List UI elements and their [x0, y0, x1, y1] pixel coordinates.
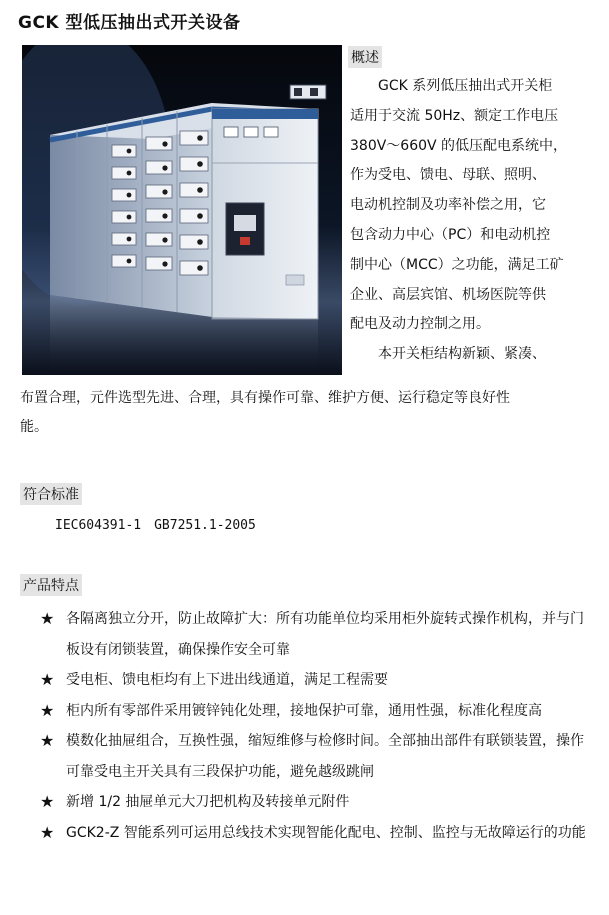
features-list	[40, 604, 590, 848]
star-icon: ★	[40, 731, 55, 750]
overview-line: 本开关柜结构新颖、紧凑、	[350, 346, 546, 363]
star-icon: ★	[40, 822, 55, 842]
feature-text: 新增 1/2 抽屉单元大刀把机构及转接单元附件	[66, 794, 350, 810]
overview-line: 电动机控制及功率补偿之用，它	[350, 197, 546, 214]
overview-line: 制中心（MCC）之功能，满足工矿	[350, 256, 564, 273]
overview-line: 布置合理，元件选型先进、合理，具有操作可靠、维护方便、运行稳定等良好性	[20, 390, 510, 406]
list-item	[40, 818, 590, 849]
overview-line: 作为受电、馈电、母联、照明、	[350, 167, 546, 184]
list-item	[40, 787, 590, 818]
standards-label: 符合标准	[20, 483, 82, 505]
list-item	[40, 604, 590, 665]
overview-line: 企业、高层宾馆、机场医院等供	[350, 286, 546, 303]
feature-text: 受电柜、馈电柜均有上下进出线通道，满足工程需要	[66, 672, 388, 688]
star-icon: ★	[40, 609, 55, 628]
page-title: GCK 型低压抽出式开关设备	[18, 13, 241, 33]
overview-line: 380V～660V 的低压配电系统中，	[350, 137, 568, 154]
overview-line: 配电及动力控制之用。	[350, 316, 490, 333]
overview-line: 包含动力中心（PC）和电动机控	[350, 226, 551, 243]
feature-text: GCK2-Z 智能系列可运用总线技术实现智能化配电、控制、监控与无故障运行的功能	[66, 824, 586, 841]
overview-continuation	[20, 384, 595, 442]
star-icon: ★	[40, 792, 55, 811]
feature-text: 各隔离独立分开，防止故障扩大：所有功能单位均采用柜外旋转式操作机构，并与门板设有闭锁装置，确保操作安全可靠	[66, 611, 584, 658]
feature-text: 模数化抽屉组合，互换性强，缩短维修与检修时间。全部抽出部件有联锁装置，操作可靠受电主开关具有三段保护功能，避免越级跳闸	[66, 733, 584, 780]
list-item	[40, 726, 590, 787]
standards-text: IEC604391-1 GB7251.1-2005	[55, 518, 256, 533]
switchgear-photo	[22, 45, 342, 375]
feature-text: 柜内所有零部件采用镀锌钝化处理，接地保护可靠，通用性强，标准化程度高	[66, 702, 542, 719]
list-item	[40, 665, 590, 696]
overview-intro	[350, 72, 590, 370]
star-icon: ★	[40, 700, 55, 720]
switchgear-cabinet-image	[22, 45, 342, 375]
list-item	[40, 696, 590, 727]
star-icon: ★	[40, 670, 55, 689]
overview-line: 能。	[20, 419, 48, 435]
overview-line: GCK 系列低压抽出式开关柜	[350, 78, 553, 94]
features-label: 产品特点	[20, 574, 82, 596]
overview-line: 适用于交流 50Hz、额定工作电压	[350, 107, 559, 124]
overview-label: 概述	[348, 46, 382, 68]
